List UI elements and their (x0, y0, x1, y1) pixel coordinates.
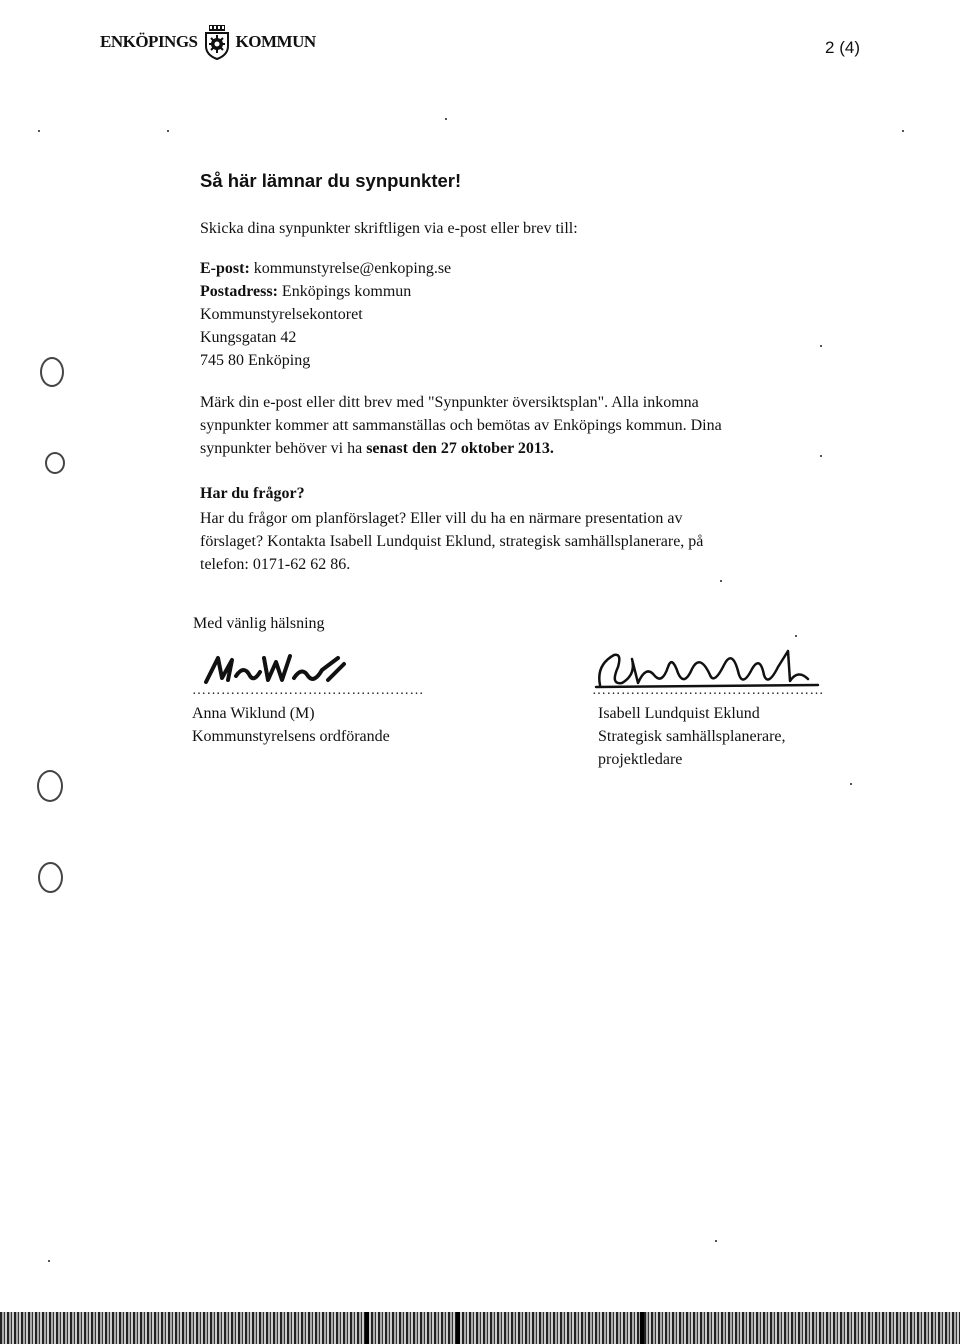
scan-speck (820, 345, 822, 347)
punch-hole (45, 452, 65, 474)
instructions-line-2: synpunkter kommer att sammanställas och bemötas av Enköpings kommun. Dina (200, 417, 722, 434)
questions-line-1: Har du frågor om planförslaget? Eller vill du ha en närmare presentation av (200, 510, 683, 527)
punch-hole (38, 862, 63, 893)
instructions-line-3-text: synpunkter behöver vi ha (200, 440, 367, 457)
punch-hole (37, 770, 63, 802)
scan-speck (167, 130, 169, 132)
intro-text: Skicka dina synpunkter skriftligen via e-post eller brev till: (200, 220, 578, 237)
scan-speck (445, 118, 447, 120)
scan-speck (795, 635, 797, 637)
punch-hole (40, 357, 64, 387)
questions-line-2: förslaget? Kontakta Isabell Lundquist Eklund, strategisk samhällsplanerare, på (200, 533, 704, 550)
scan-speck (48, 1260, 50, 1262)
scan-speck (902, 130, 904, 132)
address-line-street: Kungsgatan 42 (200, 329, 297, 346)
address-line-city: 745 80 Enköping (200, 352, 311, 369)
contact-block (200, 258, 451, 373)
scan-speck (38, 130, 40, 132)
signature-line-left: ………………………………………… (192, 683, 424, 698)
postal-line (200, 281, 451, 304)
municipality-logo (100, 22, 316, 62)
scan-artifact-bar (365, 1312, 369, 1344)
scan-speck (715, 1240, 717, 1242)
instructions-line-3 (200, 438, 722, 461)
signatory-left (192, 702, 390, 748)
signatory-right-title-2: projektledare (598, 751, 683, 768)
questions-line-3: telefon: 0171-62 62 86. (200, 556, 351, 573)
page-heading: Så här lämnar du synpunkter! (200, 170, 462, 191)
scan-speck (820, 455, 822, 457)
logo-text-left: ENKÖPINGS (100, 32, 198, 51)
address-line-office: Kommunstyrelsekontoret (200, 306, 363, 323)
questions-paragraph (200, 508, 703, 577)
closing-greeting: Med vänlig hälsning (193, 615, 325, 632)
signatory-left-title: Kommunstyrelsens ordförande (192, 728, 390, 745)
signatory-right-name: Isabell Lundquist Eklund (598, 705, 760, 722)
municipal-crest-icon (200, 24, 234, 60)
postal-label: Postadress: (200, 283, 278, 300)
scan-border-strip (0, 1312, 960, 1344)
scan-speck (850, 783, 852, 785)
signatory-right-title: Strategisk samhällsplanerare, (598, 728, 786, 745)
email-value: kommunstyrelse@enkoping.se (253, 260, 452, 277)
deadline-text: senast den 27 oktober 2013. (366, 440, 554, 457)
email-line (200, 258, 451, 281)
scan-artifact-bar (456, 1312, 460, 1344)
signatory-right (598, 702, 786, 771)
email-label: E-post: (200, 260, 250, 277)
scan-artifact-bar (640, 1312, 644, 1344)
logo-text-right: KOMMUN (235, 32, 316, 51)
instructions-paragraph (200, 392, 722, 461)
signature-line-right: ………………………………………… (592, 683, 824, 698)
questions-heading: Har du frågor? (200, 485, 305, 502)
page-number: 2 (4) (825, 38, 860, 57)
signatory-left-name: Anna Wiklund (M) (192, 705, 315, 722)
instructions-line-1: Märk din e-post eller ditt brev med "Synpunkter översiktsplan". Alla inkomna (200, 394, 699, 411)
postal-value: Enköpings kommun (281, 283, 412, 300)
scan-speck (720, 580, 722, 582)
